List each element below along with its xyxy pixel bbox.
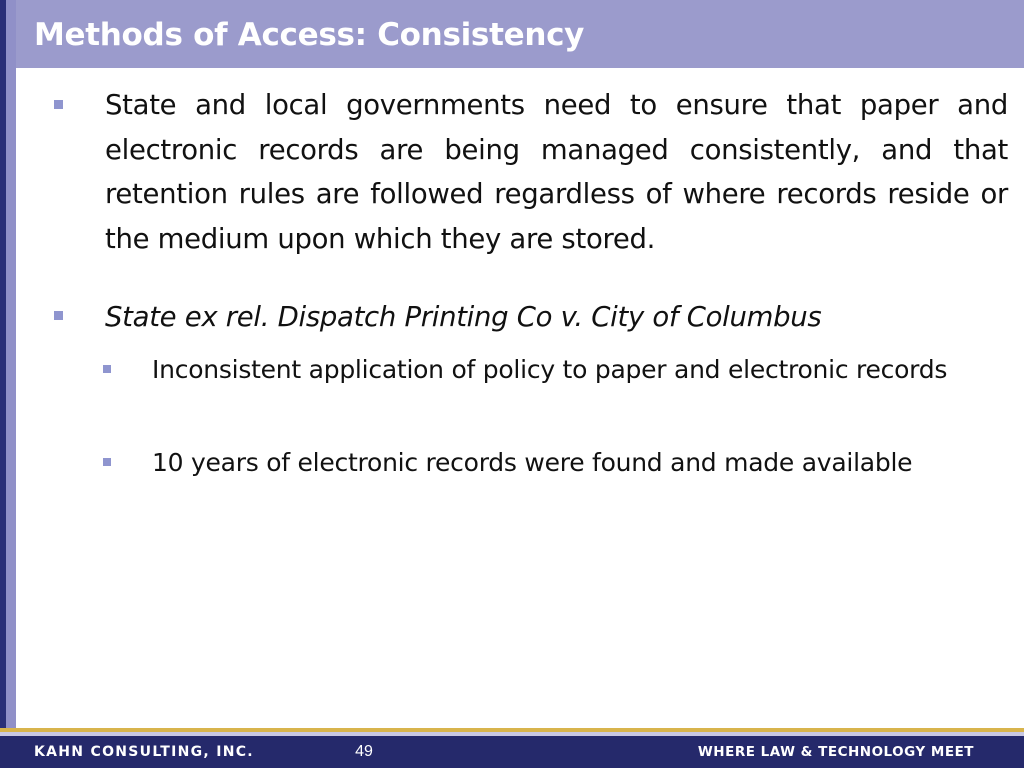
square-bullet-icon <box>103 458 111 466</box>
bullet-text: State and local governments need to ensure that paper and electronic records are being managed consistently, and that retention rules are followed regardless of where records reside or the medium upon which they are stored. <box>105 89 1008 255</box>
square-bullet-icon <box>54 311 63 320</box>
left-accent-stripe <box>0 0 6 738</box>
square-bullet-icon <box>103 365 111 373</box>
footer-bar <box>0 736 1024 768</box>
title-bar <box>16 0 1024 68</box>
sub-bullet-text: 10 years of electronic records were found and made available <box>152 448 913 477</box>
sub-bullet-text: Inconsistent application of policy to paper and electronic records <box>152 355 948 384</box>
square-bullet-icon <box>54 100 63 109</box>
left-accent-rail <box>0 0 16 738</box>
slide-page-number: 49 <box>355 743 373 760</box>
slide-content <box>16 68 1024 728</box>
slide-title: Methods of Access: Consistency <box>34 17 585 53</box>
bullet-text-case-citation: State ex rel. Dispatch Printing Co v. City of Columbus <box>105 301 822 333</box>
footer-company-name: KAHN CONSULTING, INC. <box>34 744 254 760</box>
footer-tagline: WHERE LAW & TECHNOLOGY MEET <box>697 744 974 760</box>
